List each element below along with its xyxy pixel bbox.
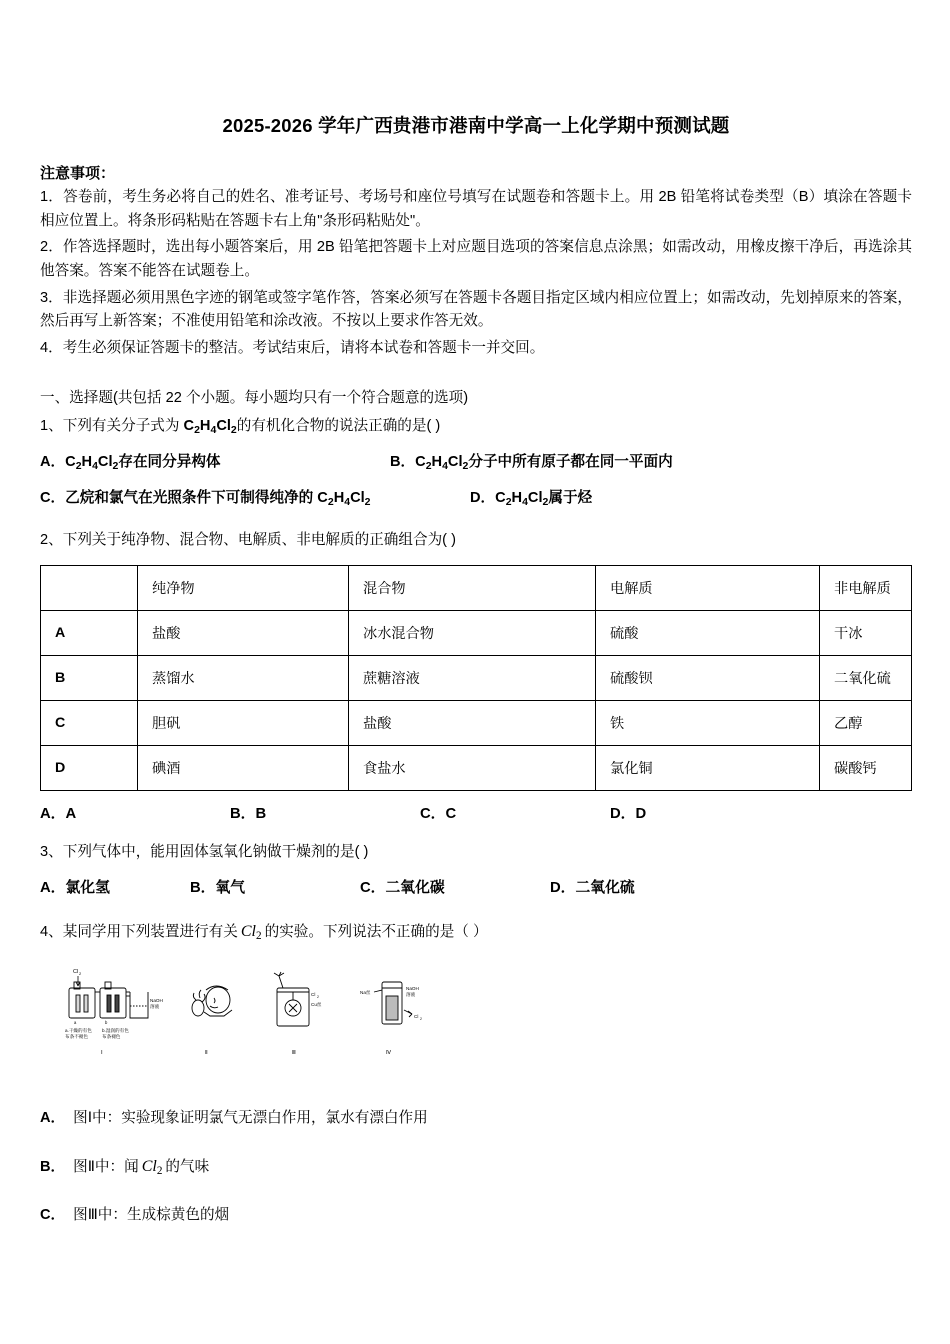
table-cell: 二氧化硫 xyxy=(820,656,912,701)
question-3-options xyxy=(40,876,912,897)
svg-text:NaOH: NaOH xyxy=(150,998,163,1004)
question-4-option-b-formula: $Cl_2$ xyxy=(141,1158,163,1178)
table-header-cell-4: 非电解质 xyxy=(820,566,912,611)
svg-text:Cl: Cl xyxy=(414,1014,419,1020)
table-cell: 碘酒 xyxy=(138,746,349,791)
notice-item-2: 2．作答选择题时，选出每小题答案后，用 2B 铅笔把答题卡上对应题目选项的答案信息点涂黑；如需改动，用橡皮擦干净后，再选涂其他答案。答案不能答在试题卷上。 xyxy=(40,239,912,279)
question-4-option-b-text-post: 的气味 xyxy=(165,1158,210,1175)
question-1-option-b: B．$C_2H_4Cl_2$分子中所有原子都在同一平面内 xyxy=(390,454,673,473)
question-1-formula: $C_2H_4Cl_2$ xyxy=(183,418,237,437)
notice-item-1: 1．答卷前，考生务必将自己的姓名、准考证号、考场号和座位号填写在试题卷和答题卡上。用 2B 铅笔将试卷类型（B）填涂在答题卡相应位置上。将条形码粘贴在答题卡右上角"条形码粘贴处"。 xyxy=(40,189,912,229)
question-3-stem xyxy=(40,841,912,864)
apparatus-diagram xyxy=(60,962,490,1082)
question-4-figure xyxy=(60,962,490,1082)
question-4-option-a-label: A． xyxy=(40,1110,66,1127)
svg-text:a.干燥的有色: a.干燥的有色 xyxy=(65,1028,92,1034)
question-3-option-b: B．氧气 xyxy=(190,880,246,897)
table-cell: 硫酸钡 xyxy=(596,656,820,701)
table-cell: D xyxy=(41,746,138,791)
option-d-label: D． xyxy=(470,489,496,506)
question-4-stem-post: 的实验。下列说法不正确的是（ ） xyxy=(264,924,488,941)
question-1-options-row-1 xyxy=(40,451,912,475)
question-3-option-c: C．二氧化碳 xyxy=(360,880,445,897)
question-2-table xyxy=(40,565,912,791)
svg-text:2: 2 xyxy=(420,1017,422,1022)
question-4-stem-pre: 某同学用下列装置进行有关 xyxy=(62,924,238,941)
question-1-option-c: C．乙烷和氯气在光照条件下可制得纯净的 $C_2H_4Cl_2$ xyxy=(40,489,371,508)
svg-text:布条褪色: 布条褪色 xyxy=(102,1034,121,1040)
table-cell: 铁 xyxy=(596,701,820,746)
table-row xyxy=(41,656,912,701)
question-1-stem-post: 的有机化合物的说法正确的是( ) xyxy=(236,418,441,435)
table-header-row xyxy=(41,566,912,611)
option-d-text: 属于烃 xyxy=(548,489,593,506)
option-c-text: 乙烷和氯气在光照条件下可制得纯净的 xyxy=(65,489,318,506)
table-cell: 碳酸钙 xyxy=(820,746,912,791)
table-header-cell-1: 纯净物 xyxy=(138,566,349,611)
table-cell: 硫酸 xyxy=(596,611,820,656)
question-2-answer-b: B．B xyxy=(230,806,267,823)
svg-text:Cl: Cl xyxy=(311,992,316,998)
notice-item-4: 4．考生必须保证答题卡的整洁。考试结束后，请将本试卷和答题卡一并交回。 xyxy=(40,339,545,356)
notice-item-3: 3．非选择题必须用黑色字迹的钢笔或签字笔作答，答案必须写在答题卡各题目指定区域内相应位置上；如需改动，先划掉原来的答案，然后再写上新答案；不准使用铅笔和涂改液。不按以上要求作答无效。 xyxy=(40,289,912,330)
question-2-answer-a: A．A xyxy=(40,806,77,823)
question-2-text: 下列关于纯净物、混合物、电解质、非电解质的正确组合为( ) xyxy=(62,531,456,548)
table-header-cell-3: 电解质 xyxy=(596,566,820,611)
table-cell: 食盐水 xyxy=(349,746,596,791)
table-row xyxy=(41,746,912,791)
option-a-label: A． xyxy=(40,454,66,471)
question-4-option-c xyxy=(40,1203,912,1228)
table-header-cell-0 xyxy=(41,566,138,611)
svg-text:2: 2 xyxy=(317,995,319,1000)
table-cell: C xyxy=(41,701,138,746)
question-4-option-c-text: 图Ⅲ中：生成棕黄色的烟 xyxy=(73,1207,230,1224)
table-cell: B xyxy=(41,656,138,701)
question-4-number: 4、 xyxy=(40,924,63,941)
table-cell: 蔗糖溶液 xyxy=(349,656,596,701)
question-4-stem xyxy=(40,919,912,946)
svg-text:布条不褪色: 布条不褪色 xyxy=(65,1034,88,1040)
option-b-text: 分子中所有原子都在同一平面内 xyxy=(468,454,673,471)
option-a-text: 存在同分异构体 xyxy=(118,454,221,471)
page-content xyxy=(40,0,912,1228)
section-heading: 一、选择题(共包括 22 个小题。每小题均只有一个符合题意的选项) xyxy=(40,390,469,407)
table-cell: 氯化铜 xyxy=(596,746,820,791)
svg-text:Na丝: Na丝 xyxy=(360,990,371,996)
question-3-number: 3、 xyxy=(40,844,63,861)
question-4-option-b-label: B． xyxy=(40,1158,66,1175)
table-cell: 冰水混合物 xyxy=(349,611,596,656)
question-1-stem xyxy=(40,415,912,439)
question-3-option-d: D．二氧化硫 xyxy=(550,880,635,897)
option-b-label: B． xyxy=(390,454,416,471)
svg-text:Ⅳ: Ⅳ xyxy=(386,1050,392,1057)
svg-text:Ⅲ: Ⅲ xyxy=(292,1050,296,1057)
question-4-option-a xyxy=(40,1106,912,1131)
svg-text:b: b xyxy=(105,1020,108,1026)
table-cell: 盐酸 xyxy=(349,701,596,746)
table-row xyxy=(41,701,912,746)
table-cell: 盐酸 xyxy=(138,611,349,656)
question-3-text: 下列气体中，能用固体氢氧化钠做干燥剂的是( ) xyxy=(62,844,369,861)
svg-text:a: a xyxy=(74,1020,77,1026)
table-cell: 乙醇 xyxy=(820,701,912,746)
question-4-option-a-text: 图Ⅰ中：实验现象证明氯气无漂白作用，氯水有漂白作用 xyxy=(73,1110,428,1127)
question-2-answer-d: D．D xyxy=(610,806,647,823)
page-title: 2025-2026 学年广西贵港市港南中学高一上化学期中预测试题 xyxy=(222,115,730,136)
question-2-answer-c: C．C xyxy=(420,806,457,823)
svg-text:Ⅱ: Ⅱ xyxy=(205,1050,208,1057)
svg-text:Cu丝: Cu丝 xyxy=(311,1002,322,1008)
svg-text:NaOH: NaOH xyxy=(406,986,419,992)
question-2-number: 2、 xyxy=(40,531,63,548)
table-cell: 蒸馏水 xyxy=(138,656,349,701)
question-1-options-row-2 xyxy=(40,487,912,511)
svg-text:溶液: 溶液 xyxy=(150,1004,160,1010)
question-1-stem-pre: 下列有关分子式为 xyxy=(62,418,184,435)
table-row xyxy=(41,611,912,656)
question-2-answers xyxy=(40,802,912,823)
svg-text:b.湿润的有色: b.湿润的有色 xyxy=(102,1028,129,1034)
table-cell: 干冰 xyxy=(820,611,912,656)
question-1-number: 1、 xyxy=(40,418,63,435)
svg-text:Cl: Cl xyxy=(73,969,79,976)
svg-text:2: 2 xyxy=(79,971,82,977)
question-1-option-d: D．$C_2H_4Cl_2$属于烃 xyxy=(470,489,593,508)
question-1-option-a: A．$C_2H_4Cl_2$存在同分异构体 xyxy=(40,454,221,473)
question-2-stem xyxy=(40,529,912,552)
svg-text:溶液: 溶液 xyxy=(406,992,416,998)
question-3-option-a: A．氯化氢 xyxy=(40,880,110,897)
option-c-label: C． xyxy=(40,489,66,506)
question-4-formula-cl2: $Cl_2$ xyxy=(240,923,262,943)
question-4-option-b-text-pre: 图Ⅱ中：闻 xyxy=(73,1158,139,1175)
svg-text:Ⅰ: Ⅰ xyxy=(101,1050,103,1057)
table-header-cell-2: 混合物 xyxy=(349,566,596,611)
question-4-option-c-label: C． xyxy=(40,1207,66,1224)
table-cell: A xyxy=(41,611,138,656)
notice-heading: 注意事项： xyxy=(40,165,116,182)
question-4-option-b xyxy=(40,1153,912,1181)
table-cell: 胆矾 xyxy=(138,701,349,746)
